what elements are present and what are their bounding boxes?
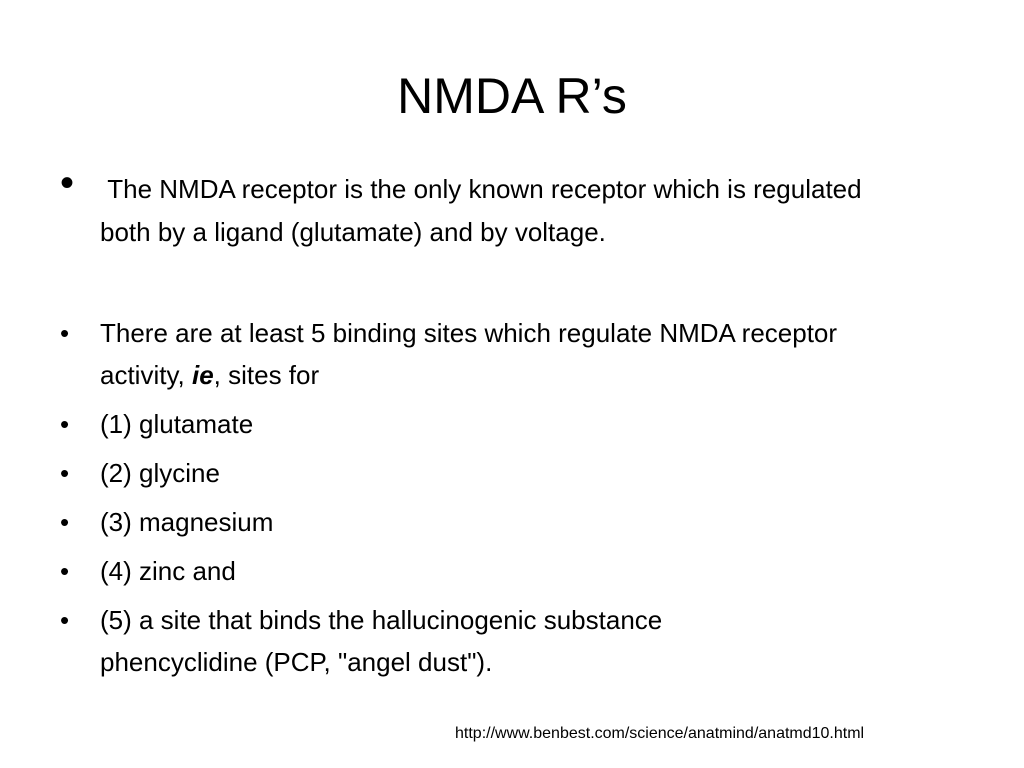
bullet-text: (1) glutamate: [100, 409, 254, 439]
bullet-dot-icon: •: [60, 507, 70, 537]
bullet-dot-icon: •: [60, 605, 70, 635]
bullet-dot-icon: •: [60, 161, 75, 205]
bullet-emphasis: ie: [191, 360, 214, 390]
source-url[interactable]: http://www.benbest.com/science/anatmind/anatmd10.html: [455, 725, 865, 742]
bullet-dot-icon: •: [60, 556, 70, 586]
bullet-dot-icon: •: [60, 458, 70, 488]
bullet-text: (2) glycine: [100, 458, 220, 488]
bullet-text: [100, 312, 880, 396]
bullet-text: (4) zinc and: [100, 556, 236, 586]
bullet-dot-icon: •: [60, 318, 70, 348]
bullet-text: (3) magnesium: [100, 507, 274, 537]
slide-title: NMDA R’s: [397, 68, 627, 124]
bullet-text-part: , sites for: [213, 360, 320, 390]
bullet-dot-icon: •: [60, 409, 70, 439]
bullet-text: The NMDA receptor is the only known receptor which is regulated both by a ligand (glutamate) and by voltage.: [100, 174, 869, 247]
bullet-text-part: There are at least 5 binding sites which regulate NMDA receptor activity,: [100, 318, 838, 390]
bullet-text: (5) a site that binds the hallucinogenic substance phencyclidine (PCP, "angel dust").: [100, 605, 663, 677]
